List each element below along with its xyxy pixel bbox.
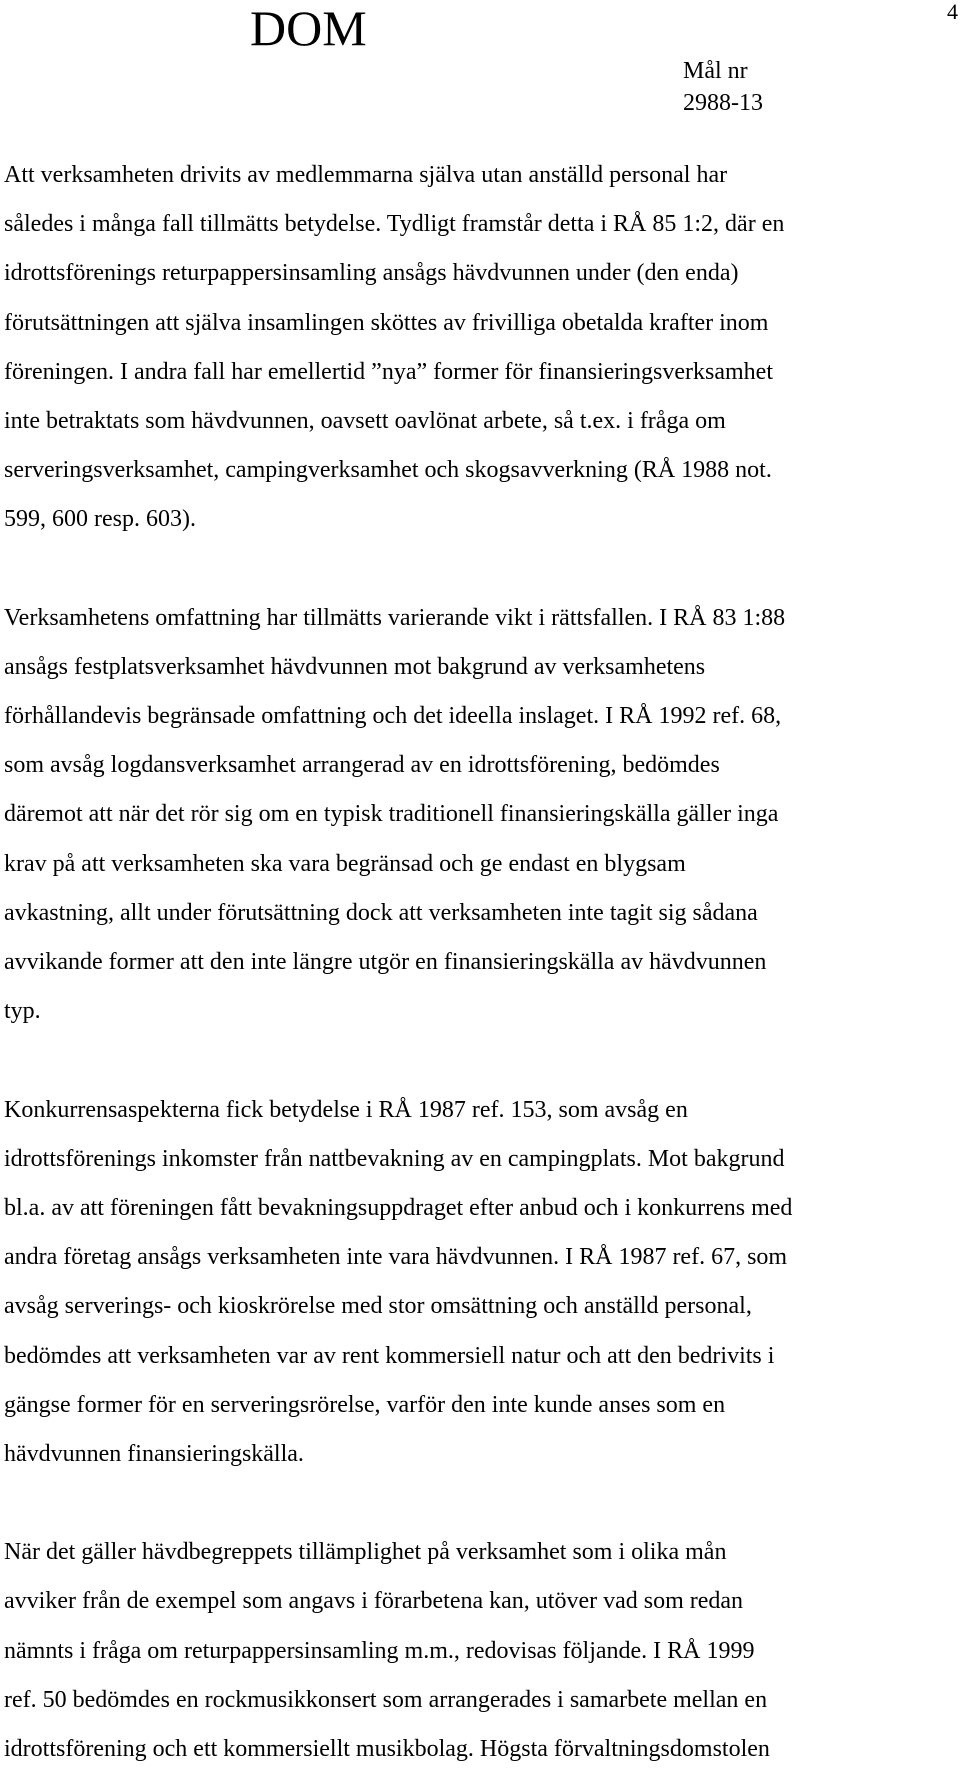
text-line: serveringsverksamhet, campingverksamhet och skogsavverkning (RÅ 1988 not. bbox=[4, 457, 772, 484]
text-line: förhållandevis begränsade omfattning och det ideella inslaget. I RÅ 1992 ref. 68, bbox=[4, 703, 782, 730]
page-number: 4 bbox=[947, 0, 958, 24]
text-line: ref. 50 bedömdes en rockmusikkonsert som arrangerades i samarbete mellan en bbox=[4, 1686, 768, 1713]
document-title: DOM bbox=[250, 0, 367, 56]
text-line: 599, 600 resp. 603). bbox=[4, 506, 196, 533]
paragraph-spacer bbox=[4, 1479, 944, 1528]
text-line: idrottsförenings returpappersinsamling ansågs hävdvunnen under (den enda) bbox=[4, 260, 739, 287]
text-line: När det gäller hävdbegreppets tillämplighet på verksamhet som i olika mån bbox=[4, 1539, 727, 1566]
text-line: bedömdes att verksamheten var av rent kommersiell natur och att den bedrivits i bbox=[4, 1342, 775, 1369]
text-line: bl.a. av att föreningen fått bevakningsuppdraget efter anbud och i konkurrens med bbox=[4, 1194, 793, 1221]
text-line: Att verksamheten drivits av medlemmarna själva utan anställd personal har bbox=[4, 162, 728, 188]
text-line: inte betraktats som hävdvunnen, oavsett oavlönat arbete, så t.ex. i fråga om bbox=[4, 407, 726, 434]
text-line: nämnts i fråga om returpappersinsamling m.m., redovisas följande. I RÅ 1999 bbox=[4, 1637, 755, 1664]
body-text bbox=[4, 151, 944, 1773]
paragraph-1 bbox=[4, 151, 944, 545]
text-line: förutsättningen att själva insamlingen sköttes av frivilliga obetalda krafter inom bbox=[4, 309, 769, 336]
paragraph-3 bbox=[4, 1086, 944, 1480]
text-line: Konkurrensaspekterna fick betydelse i RÅ 1987 ref. 153, som avsåg en bbox=[4, 1096, 688, 1123]
paragraph-spacer bbox=[4, 545, 944, 594]
text-line: avsåg serverings- och kioskrörelse med stor omsättning och anställd personal, bbox=[4, 1293, 752, 1320]
text-line: avkastning, allt under förutsättning dock att verksamheten inte tagit sig sådana bbox=[4, 899, 758, 926]
text-line: andra företag ansågs verksamheten inte vara hävdvunnen. I RÅ 1987 ref. 67, som bbox=[4, 1244, 788, 1271]
text-line: krav på att verksamheten ska vara begränsad och ge endast en blygsam bbox=[4, 850, 686, 877]
text-line: typ. bbox=[4, 998, 41, 1025]
text-line: således i många fall tillmätts betydelse. Tydligt framstår detta i RÅ 85 1:2, där en bbox=[4, 211, 785, 238]
text-line: ansågs festplatsverksamhet hävdvunnen mot bakgrund av verksamhetens bbox=[4, 653, 706, 680]
paragraph-2 bbox=[4, 594, 944, 1037]
text-line: som avsåg logdansverksamhet arrangerad av en idrottsförening, bedömdes bbox=[4, 752, 720, 779]
text-line: föreningen. I andra fall har emellertid ”nya” former för finansieringsverksamhet bbox=[4, 358, 773, 385]
paragraph-4 bbox=[4, 1528, 944, 1773]
text-line: idrottsförening och ett kommersiellt musikbolag. Högsta förvaltningsdomstolen bbox=[4, 1736, 770, 1762]
text-line: hävdvunnen finansieringskälla. bbox=[4, 1440, 304, 1467]
text-line: däremot att när det rör sig om en typisk traditionell finansieringskälla gäller inga bbox=[4, 801, 779, 828]
text-line: avvikande former att den inte längre utgör en finansieringskälla av hävdvunnen bbox=[4, 949, 767, 975]
text-line: gängse former för en serveringsrörelse, varför den inte kunde anses som en bbox=[4, 1391, 726, 1418]
case-number: 2988-13 bbox=[683, 90, 763, 116]
text-line: Verksamhetens omfattning har tillmätts varierande vikt i rättsfallen. I RÅ 83 1:88 bbox=[4, 604, 786, 631]
case-number-label: Mål nr bbox=[683, 58, 748, 84]
paragraph-spacer bbox=[4, 1036, 944, 1085]
text-line: avviker från de exempel som angavs i förarbetena kan, utöver vad som redan bbox=[4, 1588, 744, 1615]
text-line: idrottsförenings inkomster från nattbevakning av en campingplats. Mot bakgrund bbox=[4, 1145, 785, 1172]
